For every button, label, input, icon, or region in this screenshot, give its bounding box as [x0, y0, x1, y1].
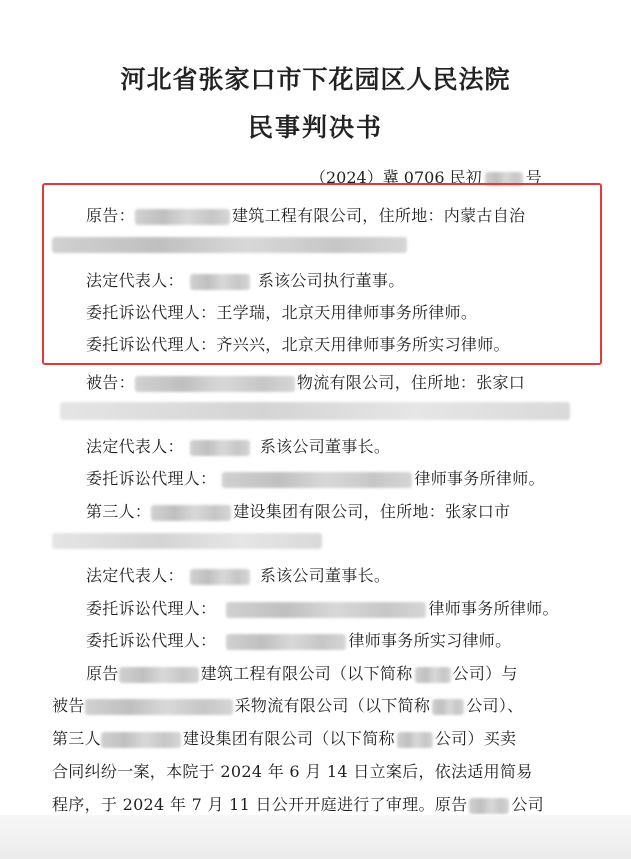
redacted-name: [119, 667, 199, 683]
case-number: （2024）冀 0706 民初 号: [310, 168, 542, 187]
paragraph-line-3: 第三人 建设集团有限公司（以下简称 公司）买卖: [52, 729, 517, 748]
highlight-box: [42, 183, 602, 365]
court-name-title: 河北省张家口市下花园区人民法院: [120, 65, 511, 94]
redacted-third-party-address: [52, 533, 322, 549]
defendant-rep-line: 法定代表人： 系该公司董事长。: [86, 437, 391, 456]
plaintiff-agent1-line: 委托诉讼代理人：王学瑞，北京天用律师事务所律师。: [86, 303, 478, 322]
redacted-third-party-name: [151, 505, 231, 521]
plaintiff-line: 原告： 建筑工程有限公司，住所地：内蒙古自治: [86, 206, 526, 225]
bottom-fade: [0, 815, 631, 859]
redacted-abbrev: [432, 699, 464, 715]
paragraph-line-5: 程序，于 2024 年 7 月 11 日公开开庭进行了审理。原告 公司: [52, 795, 544, 814]
redacted-name: [85, 699, 233, 715]
redacted-third-party-agent2: [226, 634, 346, 650]
defendant-agent-line: 委托诉讼代理人： 律师事务所律师。: [86, 469, 545, 488]
plaintiff-agent2-line: 委托诉讼代理人：齐兴兴，北京天用律师事务所实习律师。: [86, 335, 510, 354]
document-type-title: 民事判决书: [247, 113, 383, 142]
third-party-agent1-line: 委托诉讼代理人： 律师事务所律师。: [86, 599, 559, 618]
redacted-name: [469, 798, 509, 814]
plaintiff-rep-line: 法定代表人： 系该公司执行董事。: [86, 271, 405, 290]
redacted-defendant-rep: [190, 440, 250, 456]
third-party-rep-line: 法定代表人： 系该公司董事长。: [86, 566, 391, 585]
defendant-address-line: [60, 400, 570, 420]
third-party-agent2-line: 委托诉讼代理人： 律师事务所实习律师。: [86, 631, 512, 650]
redacted-abbrev: [397, 732, 433, 748]
third-party-line: 第三人： 建设集团有限公司，住所地：张家口市: [86, 502, 511, 521]
redacted-third-party-agent1: [226, 602, 426, 618]
redacted-name: [101, 732, 181, 748]
paragraph-line-2: 被告 采物流有限公司（以下简称 公司）、: [52, 696, 524, 715]
redacted-defendant-agent: [222, 472, 412, 488]
redacted-defendant-name: [135, 376, 295, 392]
third-party-address-line: [52, 530, 322, 549]
redacted-defendant-address: [60, 402, 570, 420]
defendant-line: 被告： 物流有限公司，住所地：张家口: [86, 373, 526, 392]
paragraph-line-1: 原告 建筑工程有限公司（以下简称 公司）与: [86, 664, 518, 683]
redacted-third-party-rep: [190, 569, 250, 585]
paragraph-line-4: 合同纠纷一案，本院于 2024 年 6 月 14 日立案后，依法适用简易: [52, 762, 533, 781]
redacted-abbrev: [415, 667, 451, 683]
